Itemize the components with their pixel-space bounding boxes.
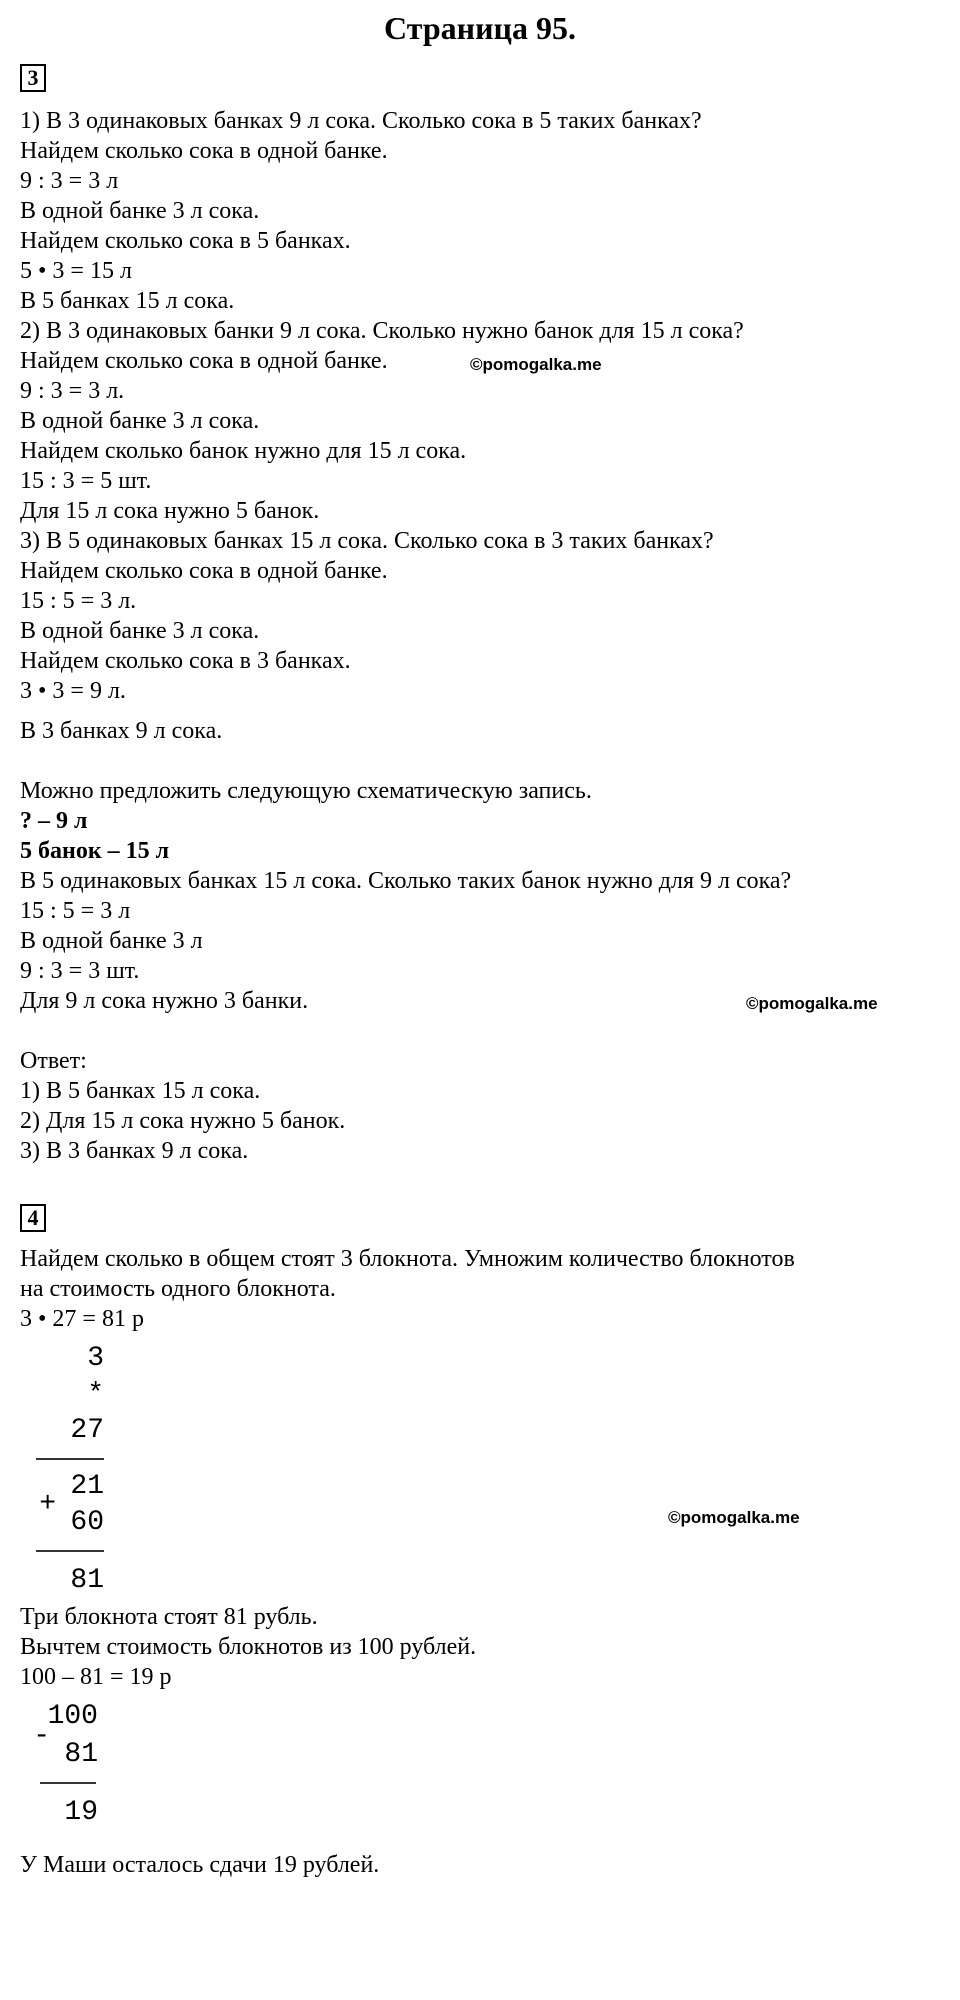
task3-extra-line: В 5 одинаковых банках 15 л сока. Сколько таких банок нужно для 9 л сока? [20, 868, 792, 894]
task3-line: В одной банке 3 л сока. [20, 618, 260, 644]
task3-line: 3 • 3 = 9 л. [20, 678, 126, 704]
task-3-number: 3 [20, 64, 46, 92]
mult-operand-a: 3 [87, 1343, 104, 1374]
mult-rule-1 [36, 1458, 104, 1460]
task3-line: Найдем сколько сока в одной банке. [20, 138, 388, 164]
task3-line: 15 : 3 = 5 шт. [20, 468, 152, 494]
mult-rule-2 [36, 1550, 104, 1552]
task3-extra-line: 9 : 3 = 3 шт. [20, 958, 140, 984]
task3-line: Для 15 л сока нужно 5 банок. [20, 498, 320, 524]
task3-extra-line: 15 : 5 = 3 л [20, 898, 131, 924]
task3-line: 15 : 5 = 3 л. [20, 588, 137, 614]
task3-extra-line: Для 9 л сока нужно 3 банки. [20, 988, 309, 1014]
task3-line: 5 • 3 = 15 л [20, 258, 132, 284]
task3-line: Найдем сколько сока в 3 банках. [20, 648, 351, 674]
task4-after-line: 100 – 81 = 19 р [20, 1664, 172, 1690]
answer-label: Ответ: [20, 1048, 87, 1074]
task3-line: В одной банке 3 л сока. [20, 198, 260, 224]
scheme-line-1: ? – 9 л [20, 808, 88, 834]
task3-line: 2) В 3 одинаковых банки 9 л сока. Сколько нужно банок для 15 л сока? [20, 318, 744, 344]
task-4-number: 4 [20, 1204, 46, 1232]
scheme-line-2: 5 банок – 15 л [20, 838, 170, 864]
watermark: ©pomogalka.me [470, 355, 602, 374]
answer-line: 1) В 5 банках 15 л сока. [20, 1078, 261, 1104]
task4-line: 3 • 27 = 81 р [20, 1306, 144, 1332]
task4-line: на стоимость одного блокнота. [20, 1276, 336, 1302]
task3-line: В 3 банках 9 л сока. [20, 718, 223, 744]
watermark: ©pomogalka.me [668, 1508, 800, 1527]
task3-line: 3) В 5 одинаковых банках 15 л сока. Сколько сока в 3 таких банках? [20, 528, 714, 554]
watermark: ©pomogalka.me [746, 994, 878, 1013]
sub-result: 19 [64, 1797, 98, 1828]
mult-partial-1: 21 [70, 1471, 104, 1502]
task4-after-line: Три блокнота стоят 81 рубль. [20, 1604, 318, 1630]
mult-result: 81 [70, 1565, 104, 1596]
task3-line: Найдем сколько сока в 5 банках. [20, 228, 351, 254]
task4-after-line: Вычтем стоимость блокнотов из 100 рублей. [20, 1634, 477, 1660]
scheme-intro: Можно предложить следующую схематическую запись. [20, 778, 592, 804]
sub-operand-a: 100 [47, 1701, 98, 1732]
mult-operand-b: 27 [70, 1415, 104, 1446]
task3-line: Найдем сколько сока в одной банке. [20, 348, 388, 374]
task4-conclusion: У Маши осталось сдачи 19 рублей. [20, 1852, 380, 1878]
task3-extra-line: В одной банке 3 л [20, 928, 203, 954]
sub-operand-b: 81 [64, 1739, 98, 1770]
answer-line: 2) Для 15 л сока нужно 5 банок. [20, 1108, 346, 1134]
task3-line: В 5 банках 15 л сока. [20, 288, 235, 314]
sub-rule [40, 1782, 96, 1784]
answer-line: 3) В 3 банках 9 л сока. [20, 1138, 249, 1164]
task3-line: 1) В 3 одинаковых банках 9 л сока. Сколько сока в 5 таких банках? [20, 108, 702, 134]
mult-plus-sign: + [39, 1489, 56, 1520]
task4-line: Найдем сколько в общем стоят 3 блокнота. Умножим количество блокнотов [20, 1246, 795, 1272]
task3-line: 9 : 3 = 3 л. [20, 378, 125, 404]
task3-line: 9 : 3 = 3 л [20, 168, 119, 194]
mult-operator: * [87, 1379, 104, 1410]
task3-line: Найдем сколько банок нужно для 15 л сока. [20, 438, 467, 464]
page-title: Страница 95. [384, 10, 576, 46]
task3-line: В одной банке 3 л сока. [20, 408, 260, 434]
sub-minus-sign: - [33, 1721, 50, 1752]
mult-partial-2: 60 [70, 1507, 104, 1538]
task3-line: Найдем сколько сока в одной банке. [20, 558, 388, 584]
